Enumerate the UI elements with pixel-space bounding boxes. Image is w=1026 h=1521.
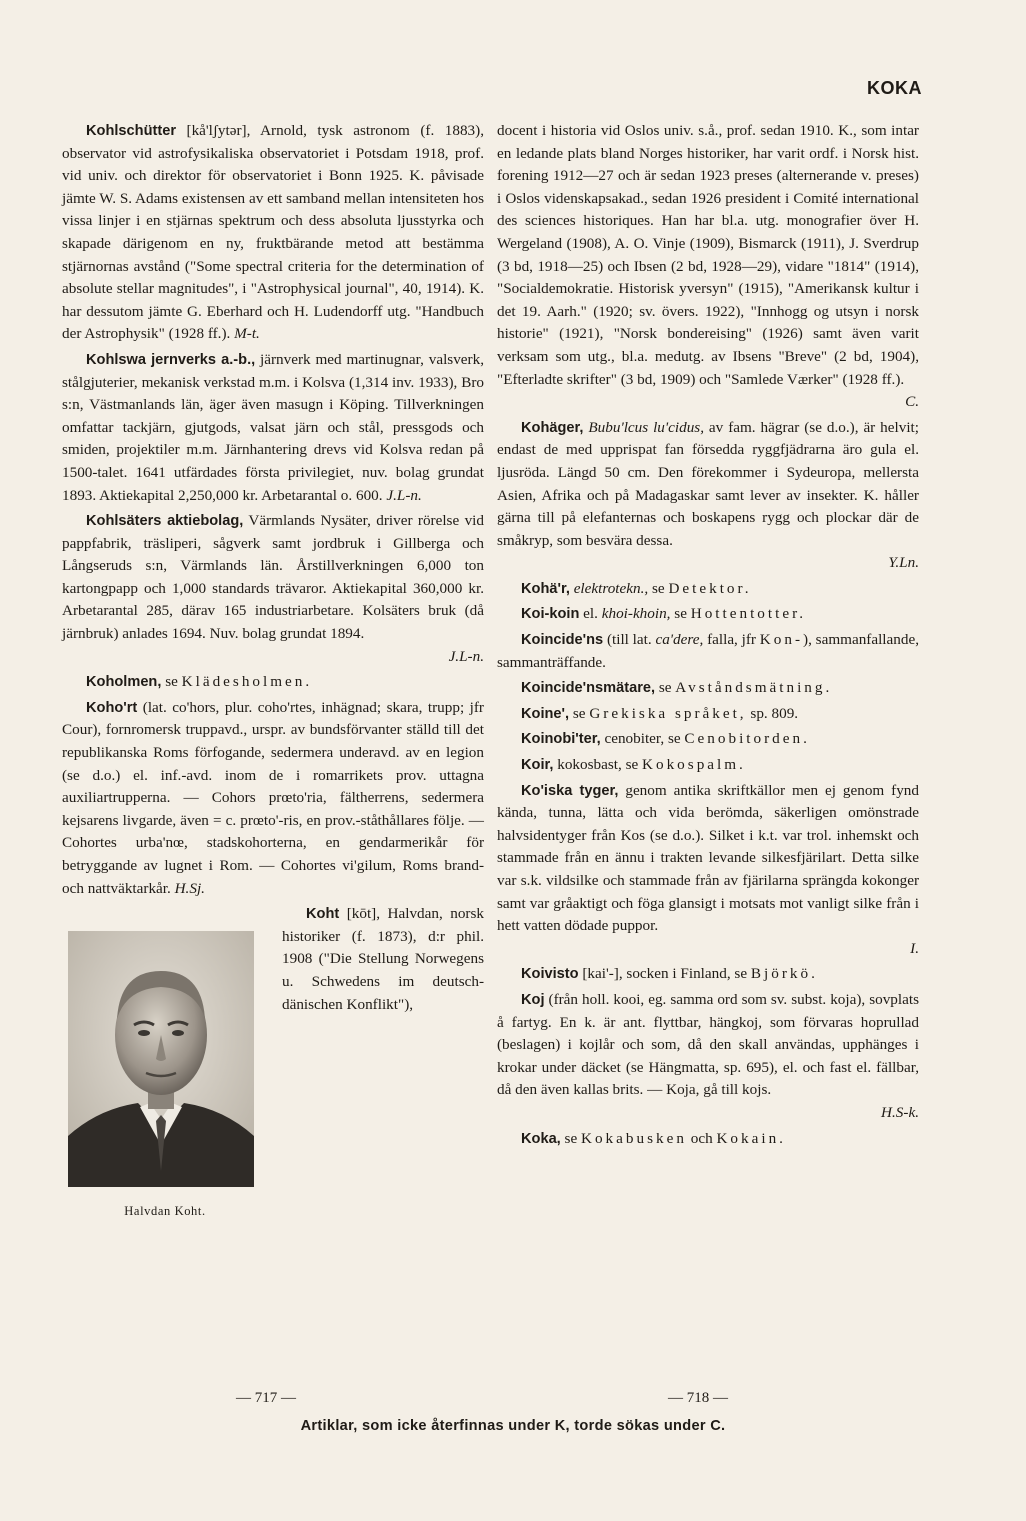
signature: J.L-n. [448, 647, 484, 665]
entry-koivisto [497, 963, 919, 986]
entry-text: av fam. hägrar (se d.o.), är helvit; endast de med upprispat fan försedda ryggfjädrarna äro gula el. ljusröda. Längd 50 cm. Den förekommer i Sydeuropa, mellersta Asien, Afrika och på Madagaskar samt lever av insekter. K. håller gärna till på elefanternas och boskapens rygg och plockar där de småkryp, som besvära dessa. [497, 418, 919, 549]
entry-text: [kai'-], socken i Finland, se [578, 965, 751, 983]
cross-reference: Klädesholmen. [181, 673, 313, 691]
portrait-photo [68, 931, 254, 1187]
cross-reference: Hottentotter. [690, 605, 807, 623]
headword: Koivisto [521, 966, 579, 983]
signature: H.S-k. [881, 1103, 919, 1121]
cross-reference: Detektor. [668, 579, 752, 597]
entry-text: se [648, 579, 669, 597]
headword: Koir, [521, 757, 554, 774]
signature: I. [910, 939, 919, 957]
entry-text: cenobiter, se [600, 730, 685, 748]
headword: Koka, [521, 1130, 561, 1147]
headword: Kohäger, [521, 419, 584, 436]
entry-text: (till lat. [603, 631, 656, 649]
entry-koiska-tyger [497, 780, 919, 938]
entry-text: se [560, 1129, 581, 1147]
headword: Koj [521, 991, 545, 1008]
entry-kohar [497, 578, 919, 601]
entry-italic: elektrotekn., [569, 579, 649, 597]
entry-text: järnverk med martinugnar, valsverk, stålgjuterier, mekanisk verkstad m.m. i Kolsva (1,314 inv. 1933), Bro s:n, Västmanlands län, äger även masugn i Köping. Tillverkningen omfattar tackjärn, gjutgods, valsat järn och stål, pressgods och smiden, projektiler m.m. Järnhantering drevs vid Kolsva redan på 1500-talet. 1641 utfärdades första privilegiet, nuv. bolag grundat 1893. Aktiekapital 2,250,000 kr. Arbetarantal o. 600. [62, 350, 484, 504]
headword: Kohä'r, [521, 580, 570, 597]
entry-text: [kå'lʃytər], Arnold, tysk astronom (f. 1883), observator vid astrofysikaliska observatoriet i Potsdam 1918, prof. vid univ. och direktor för observatoriet i Bonn 1925. K. påvisade jämte W. S. Adams existensen av ett samband mellan intensiteten hos vissa linjer i en stjärnas spektrum och dess absoluta ljusstyrka och skapade därigenom en ny, fruktbärande metod att bestämma stjärnornas avstånd ("Some spectral criteria for the determination of absolute stellar magnitudes", i "Astrophysical journal", 40, 1914). K. har dessutom jämte G. Eberhard och H. Ludendorff utg. "Handbuch der Astrophysik" (1928 ff.). [62, 122, 484, 343]
cross-reference: Avståndsmätning. [675, 679, 833, 697]
entry-koikoin [497, 603, 919, 626]
headword: Koholmen, [86, 674, 162, 691]
page-number-right: — 718 — [668, 1390, 728, 1406]
entry-koht-continued [497, 120, 919, 391]
cross-reference: Kokain. [716, 1129, 786, 1147]
entry-text: se [569, 704, 590, 722]
entry-text: se [670, 605, 691, 623]
entry-koine [497, 703, 919, 726]
cross-reference: Grekiska språket, [589, 704, 747, 722]
entry-koj [497, 989, 919, 1102]
entry-text: el. [579, 605, 602, 623]
portrait-figure [60, 903, 270, 1225]
cross-reference: Cenobitorden. [684, 730, 810, 748]
cross-reference: Kon- [759, 631, 804, 649]
entry-italic: ca'dere, [655, 631, 704, 649]
left-column [62, 120, 484, 1229]
headword: Koincide'nsmätare, [521, 680, 656, 697]
headword: Kohlsäters aktiebolag, [86, 513, 244, 530]
latin-name: Bubu'lcus lu'cidus, [583, 418, 704, 436]
entry-text: sp. 809. [746, 704, 799, 722]
entry-kohlswa [62, 349, 484, 507]
entry-koholmen [62, 671, 484, 694]
entry-text: och [686, 1129, 717, 1147]
headword: Koinobi'ter, [521, 731, 601, 748]
entry-kohlsaters [62, 510, 484, 646]
cross-reference: Kokabusken [581, 1129, 687, 1147]
page-number-left: — 717 — [236, 1390, 296, 1406]
signature: Y.Ln. [888, 554, 919, 572]
headword: Ko'iska tyger, [521, 782, 619, 799]
headword: Kohlschütter [86, 123, 176, 139]
entry-text: se [161, 673, 182, 691]
entry-kohlschutter [62, 120, 484, 346]
entry-italic: khoi-khoin, [601, 605, 671, 623]
entry-text: (lat. co'hors, plur. coho'rtes, inhägnad; skara, trupp; jfr Cour), fornromersk truppavd., urspr. av bundsförvanter ställd till det republikanska Roms förfogande, sedermera underavd. av en legion (se d.o.) el. inf.-avd. inom de i romarrikets prov. uttagna auxiliartrupperna. — Cohors prœto'ria, fältherrens, sedermera kejsarens livgarde, även = c. prœto'-ris, en prov.-ståthållares följe. — Cohortes urba'nœ, stadskohorterna, en gendarmerikår för betryggande av lugnet i Rom. — Cohortes vi'gilum, Roms brand- och nattväktarkår. [62, 698, 484, 897]
headword: Kohlswa jernverks a.-b., [86, 351, 256, 368]
entry-koincidensmatare [497, 677, 919, 700]
entry-text: Värmlands Nysäter, driver rörelse vid pappfabrik, träsliperi, sågverk samt jordbruk i Gillberga och Långseruds s:n, Värmlands län. Årstillverkningen 6,000 ton kartongpapp och 1,000 standards trävaror. Aktiekapital 360,000 kr. Arbetarantal 285, därav 165 industriarbetare. Kolsäters bruk (då järnbruk) anlades 1694. Nuv. bolag grundat 1894. [62, 512, 485, 643]
entry-koir [497, 754, 919, 777]
entry-text: falla, jfr [703, 631, 760, 649]
headword: Koincide'ns [521, 632, 604, 649]
entry-koincidens [497, 629, 919, 674]
signature: M-t. [234, 325, 260, 343]
entry-koinobiter [497, 728, 919, 751]
cross-reference: Björkö. [750, 965, 818, 983]
portrait-illustration [68, 931, 254, 1187]
running-head: KOKA [867, 78, 922, 98]
signature: J.L-n. [386, 486, 422, 504]
headword: Koho'rt [86, 699, 138, 716]
entry-text: docent i historia vid Oslos univ. s.å., prof. sedan 1910. K., som intar en ledande plats bland Norges historiker, har varit ordf. i Norsk hist. forening 1912—27 och är sedan 1923 preses (alternerande v. preses) i Oslos videnskapsakad., sedan 1926 president i Comité international des sciences historiques. Han har bl.a. utg. monografier över H. Wergeland (1908), A. O. Vinje (1909), Bismarck (1911), J. Sverdrup (3 bd, 1918—25) och Ibsen (2 bd, 1928—29), vidare "1814" (1914), "Socialdemokratie. Historisk yversyn" (1915), "Amerikansk kultur i det 19. Aarh." (1920; sv. övers. 1922), "Innhogg og utsyn i norsk historie" (1921), "Norsk bondereising" (1926) samt även varit verksam som utg., bl.a. medutg. av Ibsens "Breve" (2 bd, 1904), "Efterladte skrifter" (3 bd, 1909) och "Samlede Værker" (1928 ff.). [497, 122, 919, 388]
headword: Koine', [521, 705, 570, 722]
entry-koka [497, 1128, 919, 1151]
signature: C. [905, 393, 919, 411]
headword: Koht [306, 906, 340, 923]
right-column [497, 120, 919, 1153]
entry-text: [kōt], Halvdan, norsk historiker (f. 1873), d:r phil. 1908 ("Die Stellung Norwegens u. Schwedens im deutsch-dänischen Konflikt"), [282, 905, 484, 1013]
signature: H.Sj. [174, 879, 205, 897]
entry-text: ), sammanfallande, sammanträffande. [497, 631, 919, 671]
entry-kohort [62, 697, 484, 900]
portrait-caption: Halvdan Koht. [124, 1204, 206, 1219]
entry-text: genom antika skriftkällor men ej genom fynd kända, tunna, lätta och vida berömda, säkerligen omönstrade halvsidentyger från Kos (se d.o.). Silket i k.t. var trol. inhemskt och stammade från en ännu i trakten levande silkesfjärilart. Detta silke var s.k. vildsilke och stammade från av fjärilarna sprängda kokonger samt var gråaktigt och föga glansigt i motsats mot vanligt silke från i hett vatten dödade puppor. [497, 781, 919, 935]
footer-note: Artiklar, som icke återfinnas under K, torde sökas under C. [300, 1418, 726, 1434]
entry-kohager [497, 417, 919, 553]
entry-text: kokosbast, se [553, 756, 643, 774]
entry-text: (från holl. kooi, eg. samma ord som sv. subst. koja), sovplats å fartyg. En k. är ant. flyttbar, hängkoj, som förvaras hoprullad (beslagen) i kojlår och som, då den skall användas, upphänges i krokar under däcket (se Hängmatta, sp. 695), el. och fast el. fällbar, då den även kallas brits. — Koja, gå till kojs. [497, 990, 919, 1099]
cross-reference: Kokospalm. [642, 756, 746, 774]
entry-text: se [655, 679, 676, 697]
headword: Koi-koin [521, 606, 580, 623]
